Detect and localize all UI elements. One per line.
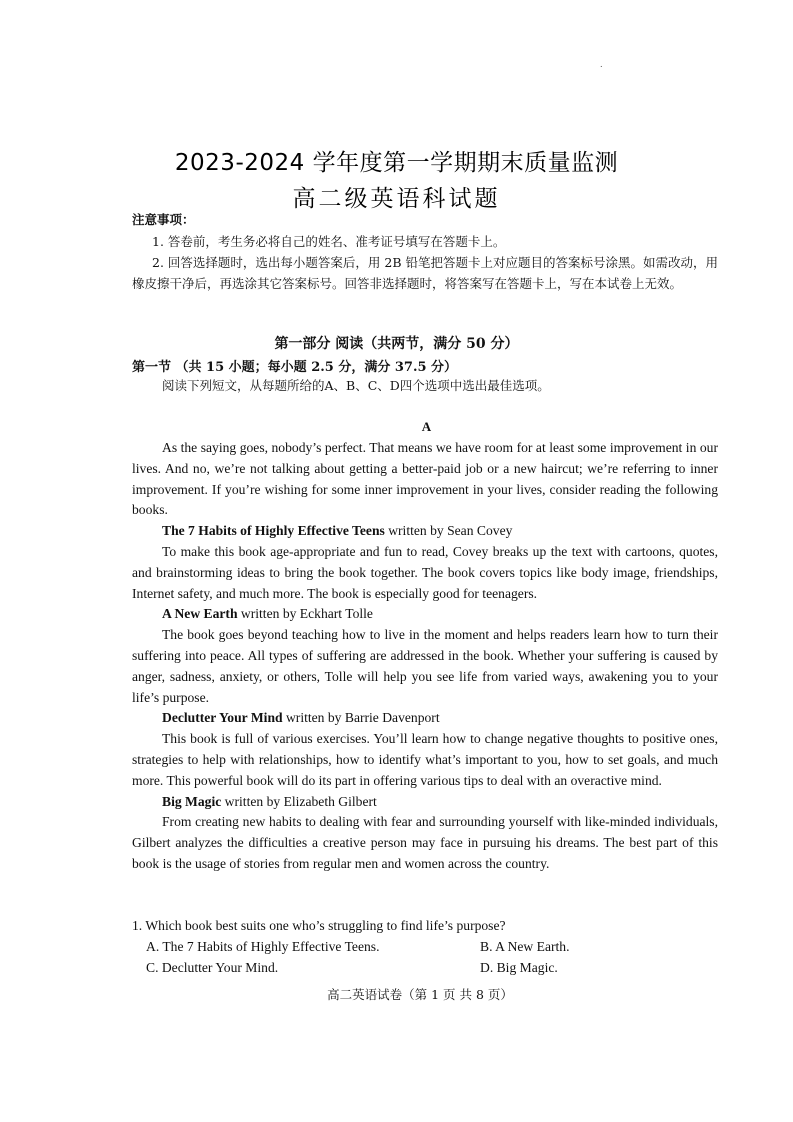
option-b: B. A New Earth. xyxy=(480,938,570,954)
book-heading xyxy=(132,604,718,625)
book-author: written by Elizabeth Gilbert xyxy=(221,793,377,809)
part-one-heading: 第一部分 阅读（共两节，满分 50 分） xyxy=(274,336,519,352)
book-title: Big Magic xyxy=(162,793,222,809)
exam-subtitle: 高二级英语科试题 xyxy=(292,186,501,212)
exam-title: 2023-2024 学年度第一学期期末质量监测 xyxy=(174,150,619,176)
book-author: written by Eckhart Tolle xyxy=(237,606,373,622)
page-footer: 高二英语试卷（第 1 页 共 8 页） xyxy=(327,987,513,1002)
book-author: written by Sean Covey xyxy=(384,523,513,539)
book-heading xyxy=(132,521,718,542)
option-a: A. The 7 Habits of Highly Effective Teens. xyxy=(146,938,380,954)
reading-instruction: 阅读下列短文，从每题所给的A、B、C、D四个选项中选出最佳选项。 xyxy=(162,378,550,393)
notes-heading: 注意事项： xyxy=(132,212,195,227)
book-heading xyxy=(132,792,718,813)
option-row xyxy=(132,937,718,958)
book-description: This book is full of various exercises. You’ll learn how to change negative thoughts to positive ones, strategies to help with relationships, how to identify what’s important to you, how to set goals, and much more. This powerful book will do its part in offering various tips to deal with an overactive mind. xyxy=(132,731,718,788)
section-one-heading: 第一节 （共 15 小题；每小题 2.5 分，满分 37.5 分） xyxy=(132,360,458,375)
book-description: To make this book age-appropriate and fun to read, Covey breaks up the text with cartoons, quotes, and brainstorming ideas to bring the book together. The book covers topics like body image, friendships, Internet safety, and much more. The book is especially good for teenagers. xyxy=(132,543,718,601)
option-d: D. Big Magic. xyxy=(480,959,558,975)
book-author: written by Barrie Davenport xyxy=(282,710,440,726)
book-description: From creating new habits to dealing with fear and surrounding yourself with like-minded individuals, Gilbert analyzes the difficulties a creative person may face in pursuing his dreams. The best part of this book is the usage of stories from regular men and women across the country. xyxy=(132,814,718,871)
top-mark: . xyxy=(600,60,603,69)
passage-letter: A xyxy=(421,419,432,434)
passage-intro: As the saying goes, nobody’s perfect. That means we have room for at least some improvement in our lives. And no, we’re not talking about getting a better-paid job or a new haircut; we’re referring to inner improvement. If you’re wishing for some inner improvement in your lives, consider reading the following books. xyxy=(132,440,718,518)
book-title: The 7 Habits of Highly Effective Teens xyxy=(162,523,385,539)
book-title: A New Earth xyxy=(162,606,238,622)
question-stem: 1. Which book best suits one who’s struggling to find life’s purpose? xyxy=(132,918,506,933)
book-description: The book goes beyond teaching how to live in the moment and helps readers learn how to turn their suffering into peace. All types of suffering are addressed in the book. Whether your suffering is caused by anger, sadness, anxiety, or others, Tolle will help you see life from varied ways, awakening you to your life’s purpose. xyxy=(132,627,718,705)
book-title: Declutter Your Mind xyxy=(162,710,283,726)
note-item-1: 1. 答卷前，考生务必将自己的姓名、准考证号填写在答题卡上。 xyxy=(152,234,506,249)
question-1 xyxy=(132,916,718,978)
book-heading xyxy=(132,708,718,729)
passage-a xyxy=(132,438,718,875)
option-c: C. Declutter Your Mind. xyxy=(146,959,279,975)
option-row xyxy=(132,958,718,979)
note-item-2: 2. 回答选择题时，选出每小题答案后，用 2B 铅笔把答题卡上对应题目的答案标号涂黑。如需改动，用橡皮擦干净后，再选涂其它答案标号。回答非选择题时，将答案写在答题卡上，写在本试卷上无效。 xyxy=(132,255,718,291)
